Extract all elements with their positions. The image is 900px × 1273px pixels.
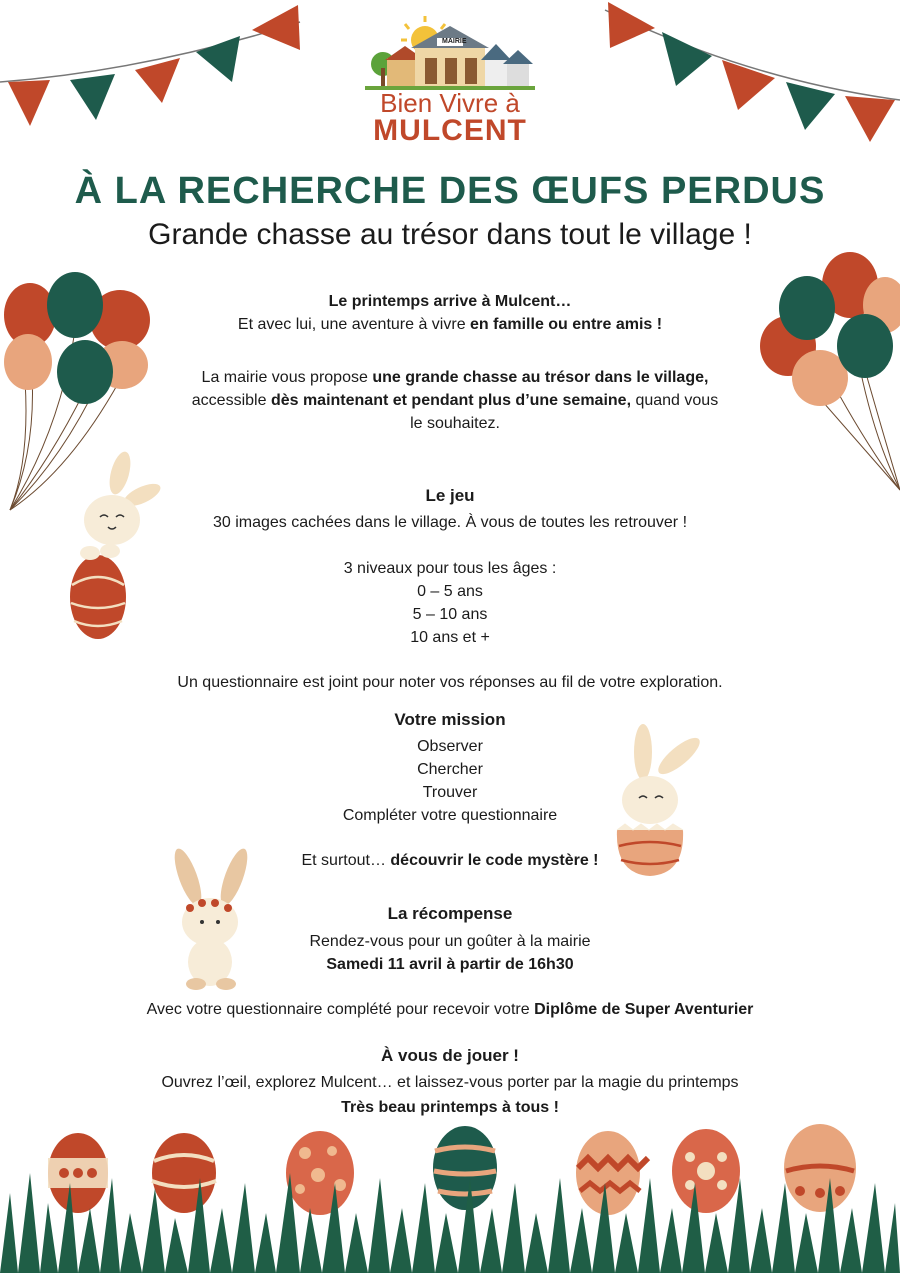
mairie-logo <box>365 12 535 92</box>
intro-paragraph: La mairie vous propose une grande chasse au trésor dans le village, accessible dès maintenant et pendant plus d’une semaine, quand vous le souhaitez. <box>191 369 719 432</box>
mission-item-3: Trouver <box>422 784 478 801</box>
closing-line2: Très beau printemps à tous ! <box>341 1099 559 1116</box>
recompense-line3: Avec votre questionnaire complété pour recevoir votre Diplôme de Super Aventurier <box>146 1001 754 1018</box>
mission-item-4: Compléter votre questionnaire <box>342 807 558 824</box>
jeu-levels-title: 3 niveaux pour tous les âges : <box>343 560 557 577</box>
recompense-line1: Rendez-vous pour un goûter à la mairie <box>309 933 591 950</box>
jeu-level-2: 5 – 10 ans <box>412 606 488 623</box>
logo-building-sign: MAIRIE <box>442 38 467 45</box>
bunny-egg-right-illustration <box>605 718 705 878</box>
intro-line2: Et avec lui, une aventure à vivre en famille ou entre amis ! <box>237 316 663 333</box>
closing-title: À vous de jouer ! <box>381 1046 519 1065</box>
page-title: À LA RECHERCHE DES ŒUFS PERDUS <box>74 170 826 212</box>
mission-title: Votre mission <box>394 710 506 729</box>
recompense-line2: Samedi 11 avril à partir de 16h30 <box>326 956 574 973</box>
jeu-title: Le jeu <box>425 486 475 505</box>
mission-item-2: Chercher <box>417 761 483 778</box>
mission-extra: Et surtout… découvrir le code mystère ! <box>301 852 599 869</box>
easter-eggs-grass-decoration <box>0 1123 900 1273</box>
closing-line1: Ouvrez l’œil, explorez Mulcent… et laissez-vous porter par la magie du printemps <box>161 1074 739 1091</box>
intro-line1: Le printemps arrive à Mulcent… <box>328 293 572 310</box>
jeu-questionnaire: Un questionnaire est joint pour noter vos réponses au fil de votre exploration. <box>177 674 723 691</box>
page-subtitle: Grande chasse au trésor dans tout le village ! <box>148 218 752 251</box>
balloons-right-decoration <box>755 250 900 490</box>
recompense-title: La récompense <box>387 904 513 923</box>
mission-item-1: Observer <box>417 738 483 755</box>
logo-line1: Bien Vivre à <box>380 88 520 118</box>
jeu-level-1: 0 – 5 ans <box>417 583 483 600</box>
jeu-line1: 30 images cachées dans le village. À vous de toutes les retrouver ! <box>212 514 688 531</box>
jeu-level-3: 10 ans et + <box>410 629 490 646</box>
logo-line2: MULCENT <box>373 114 527 147</box>
